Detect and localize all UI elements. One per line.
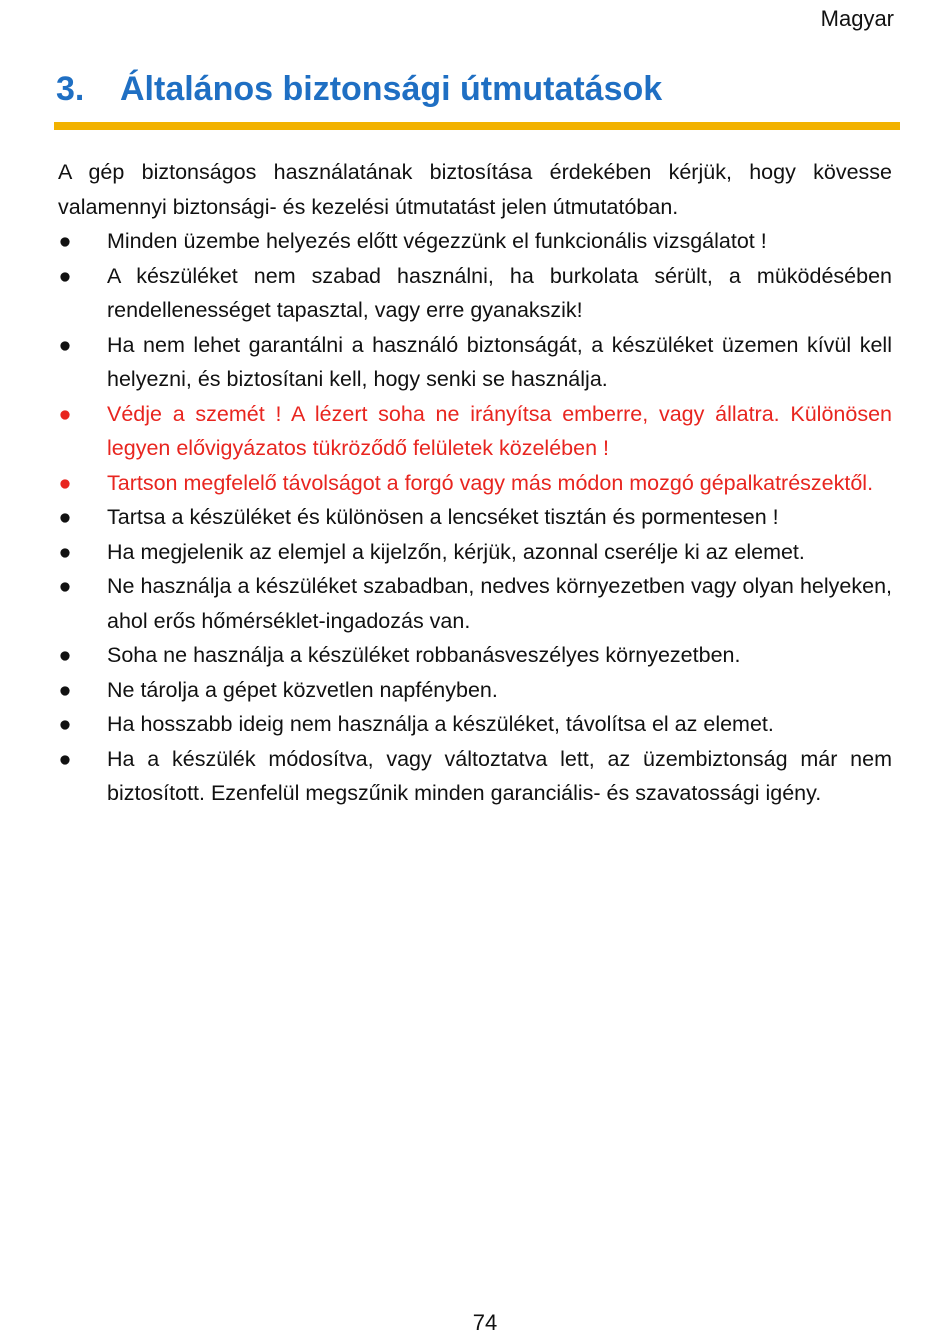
bullet-icon: ● [58,677,72,702]
list-item-text: Ha a készülék módosítva, vagy változtatva lett, az üzembiztonság már nem biztosított. Ezenfelül megszűnik minden garanciális- és szavatossági igény. [107,746,892,805]
bullet-icon: ● [58,574,72,598]
list-item [58,638,892,673]
list-item-text: Tartsa a készüléket és különösen a lencséket tisztán és pormentesen ! [107,505,779,529]
list-item [58,259,892,328]
list-item-text: Ha megjelenik az elemjel a kijelzőn, kérjük, azonnal cserélje ki az elemet. [107,539,805,564]
bullet-icon: ● [58,470,72,495]
page-number: 74 [472,1310,498,1335]
list-item [58,535,892,570]
heading-underline-rule [54,122,900,130]
list-item [58,328,892,397]
list-item [58,500,892,535]
list-item [58,569,892,638]
bullet-icon: ● [58,401,72,426]
bullet-icon: ● [58,643,72,667]
list-item-text: Védje a szemét ! A lézert soha ne irányítsa emberre, vagy állatra. Különösen legyen elővigyázatos tükröződő felületek közelében ! [107,401,892,460]
list-item-text: Ne tárolja a gépet közvetlen napfényben. [107,677,498,702]
list-item-text: Ha hosszabb ideig nem használja a készüléket, távolítsa el az elemet. [107,712,774,736]
list-item [58,707,892,742]
list-item-text: A készüléket nem szabad használni, ha burkolata sérült, a müködésében rendellenességet tapasztal, vagy erre gyanakszik! [107,263,892,322]
bullet-icon: ● [58,229,72,253]
list-item-text: Soha ne használja a készüléket robbanásveszélyes környezetben. [107,643,741,667]
list-item-text: Ne használja a készüléket szabadban, nedves környezetben vagy olyan helyeken, ahol erős hőmérséklet-ingadozás van. [107,574,892,633]
list-item [58,673,892,708]
bullet-icon: ● [58,746,72,771]
bullet-icon: ● [58,712,72,736]
intro-paragraph: A gép biztonságos használatának biztosítása érdekében kérjük, hogy kövesse valamennyi biztonsági- és kezelési útmutatást jelen útmutatóban. [58,160,892,219]
page-content [58,155,892,811]
section-heading [56,70,894,109]
warning-list-item [58,466,892,501]
bullet-icon: ● [58,539,72,564]
safety-instruction-list [58,224,892,811]
list-item-text: Tartson megfelelő távolságot a forgó vagy más módon mozgó gépalkatrészektől. [107,470,874,495]
list-item-text: Ha nem lehet garantálni a használó biztonságát, a készüléket üzemen kívül kell helyezni, és biztosítani kell, hogy senki se használja. [107,332,892,391]
section-number: 3. [56,70,85,108]
warning-list-item [58,397,892,466]
bullet-icon: ● [58,505,72,529]
section-title: Általános biztonsági útmutatások [120,70,663,108]
list-item [58,742,892,811]
bullet-icon: ● [58,332,72,357]
page-language-label: Magyar [820,6,894,31]
bullet-icon: ● [58,263,72,288]
list-item-text: Minden üzembe helyezés előtt végezzünk el funkcionális vizsgálatot ! [107,229,767,253]
list-item [58,224,892,259]
